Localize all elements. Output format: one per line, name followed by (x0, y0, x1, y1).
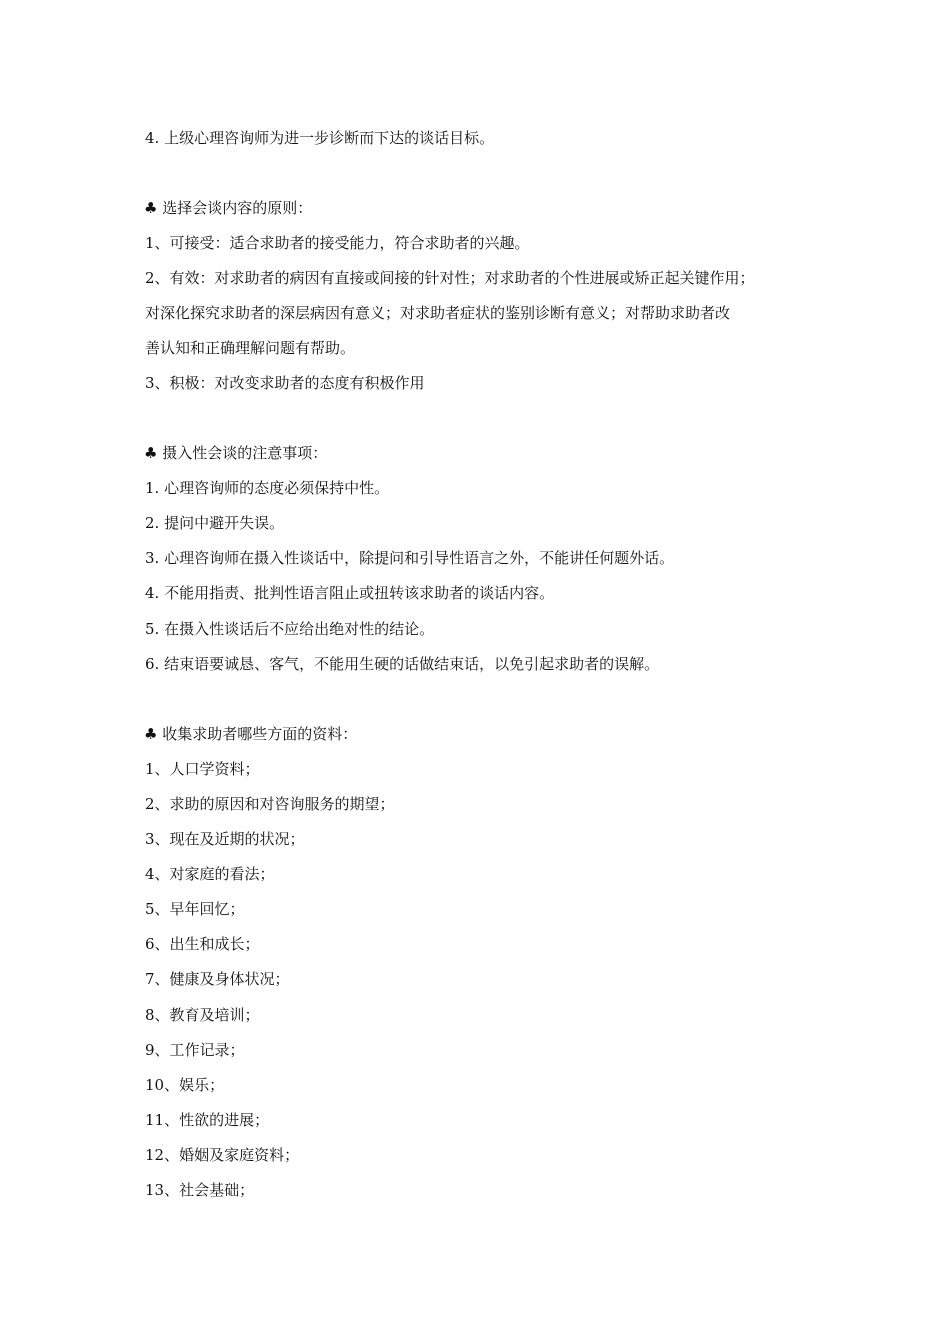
list-item: 2、有效：对求助者的病因有直接或间接的针对性；对求助者的个性进展或矫正起关键作用； (145, 269, 755, 287)
list-item: 2、求助的原因和对咨询服务的期望； (145, 795, 395, 813)
section-heading-notes: ♣ 摄入性会谈的注意事项： (144, 444, 328, 462)
list-item: 8、教育及培训； (145, 1006, 260, 1024)
list-item: 6、出生和成长； (145, 935, 260, 953)
list-item: 7、健康及身体状况； (145, 970, 290, 988)
list-item: 3、现在及近期的状况； (145, 830, 305, 848)
list-item: 10、娱乐； (145, 1076, 225, 1094)
list-item: 13、社会基础； (145, 1181, 255, 1199)
list-item: 1. 心理咨询师的态度必须保持中性。 (145, 479, 390, 497)
list-item: 3. 心理咨询师在摄入性谈话中，除提问和引导性语言之外，不能讲任何题外话。 (145, 549, 675, 567)
list-item: 12、婚姻及家庭资料； (145, 1146, 300, 1164)
list-item: 6. 结束语要诚恳、客气，不能用生硬的话做结束话，以免引起求助者的误解。 (145, 655, 660, 673)
list-item: 11、性欲的进展； (145, 1111, 270, 1129)
section-heading-data-collection: ♣ 收集求助者哪些方面的资料： (144, 725, 358, 743)
list-item: 9、工作记录； (145, 1041, 245, 1059)
list-item-continued: 对深化探究求助者的深层病因有意义；对求助者症状的鉴别诊断有意义；对帮助求助者改 (145, 304, 731, 322)
list-item: 4、对家庭的看法； (145, 865, 275, 883)
list-item: 1、可接受：适合求助者的接受能力，符合求助者的兴趣。 (145, 234, 530, 252)
intro-line: 4. 上级心理咨询师为进一步诊断而下达的谈话目标。 (145, 129, 495, 147)
list-item: 5. 在摄入性谈话后不应给出绝对性的结论。 (145, 620, 435, 638)
list-item: 3、积极：对改变求助者的态度有积极作用 (145, 374, 425, 392)
list-item-continued: 善认知和正确理解问题有帮助。 (145, 339, 356, 357)
list-item: 5、早年回忆； (145, 900, 245, 918)
list-item: 1、人口学资料； (145, 760, 260, 778)
section-heading-principles: ♣ 选择会谈内容的原则： (144, 199, 313, 217)
list-item: 2. 提问中避开失误。 (145, 514, 285, 532)
list-item: 4. 不能用指责、批判性语言阻止或扭转该求助者的谈话内容。 (145, 584, 555, 602)
